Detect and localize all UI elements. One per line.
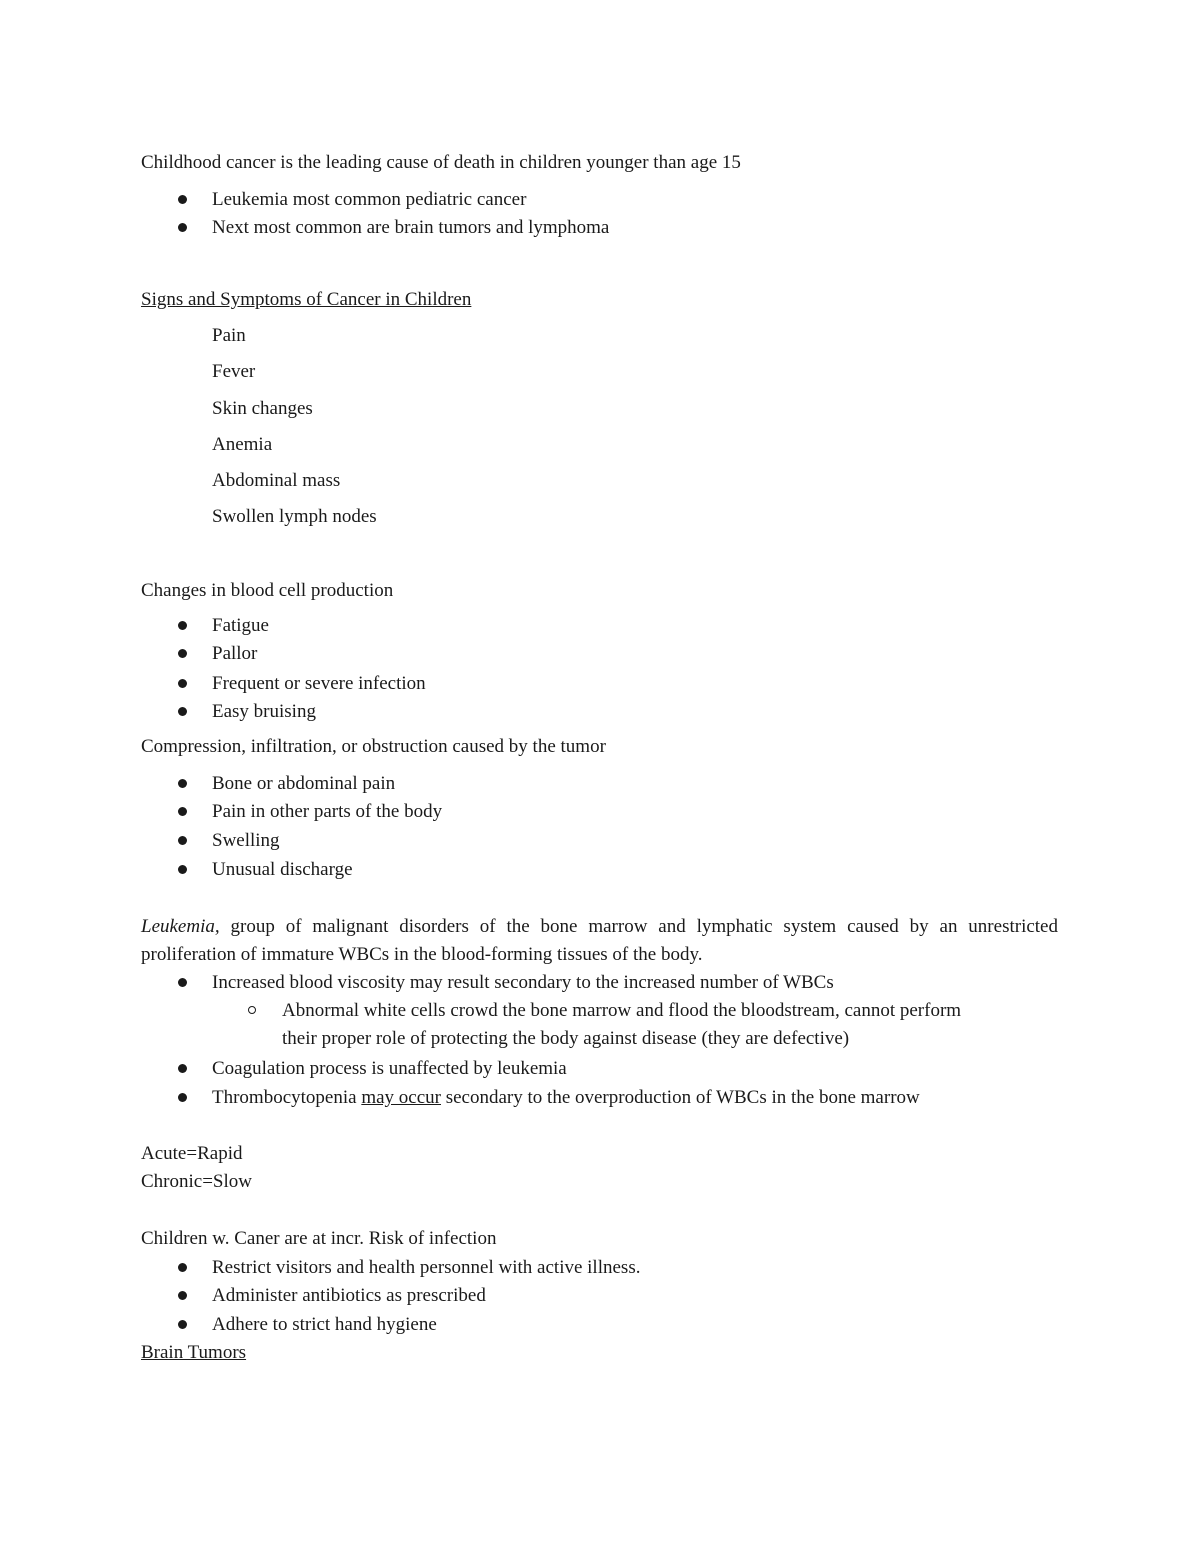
bullet-icon bbox=[178, 1263, 187, 1272]
infection-bullet: Adhere to strict hand hygiene bbox=[212, 1314, 437, 1335]
brain-tumors-heading: Brain Tumors bbox=[141, 1342, 247, 1363]
compression-heading: Compression, infiltration, or obstruction caused by the tumor bbox=[141, 736, 606, 757]
chronic-label: Chronic=Slow bbox=[141, 1171, 252, 1192]
leukemia-bullet-text: Thrombocytopenia bbox=[212, 1087, 362, 1108]
infection-heading: Children w. Caner are at incr. Risk of infection bbox=[141, 1228, 497, 1249]
leukemia-bullet-text: secondary to the overproduction of WBCs in the bone marrow bbox=[440, 1087, 920, 1108]
hollow-bullet-icon bbox=[248, 1006, 256, 1014]
signs-heading: Signs and Symptoms of Cancer in Children bbox=[141, 289, 472, 310]
compression-bullet: Swelling bbox=[212, 830, 280, 851]
bullet-icon bbox=[178, 1064, 187, 1073]
leukemia-bullet bbox=[212, 1086, 920, 1110]
blood-cells-heading: Changes in blood cell production bbox=[141, 580, 394, 601]
leukemia-bullet-emphasis: may occur bbox=[361, 1087, 441, 1108]
acute-label: Acute=Rapid bbox=[141, 1143, 243, 1164]
compression-bullet: Pain in other parts of the body bbox=[212, 801, 443, 822]
bullet-icon bbox=[178, 1291, 187, 1300]
leukemia-sub-bullet-continued: their proper role of protecting the body against disease (they are defective) bbox=[282, 1028, 850, 1049]
bullet-icon bbox=[178, 865, 187, 874]
bullet-icon bbox=[178, 195, 187, 204]
leukemia-definition-text: group of malignant disorders of the bone marrow and lymphatic system caused by an unrestricted proliferation of immature WBCs in the blood-forming tissues of the body. bbox=[141, 916, 1058, 965]
leukemia-sub-bullet: Abnormal white cells crowd the bone marrow and flood the bloodstream, cannot perform bbox=[282, 1000, 962, 1021]
intro-bullet: Next most common are brain tumors and lymphoma bbox=[212, 217, 610, 238]
bullet-icon bbox=[178, 1320, 187, 1329]
bullet-icon bbox=[178, 836, 187, 845]
compression-bullet: Unusual discharge bbox=[212, 859, 353, 880]
bullet-icon bbox=[178, 649, 187, 658]
signs-item: Abdominal mass bbox=[212, 470, 341, 491]
intro-heading: Childhood cancer is the leading cause of death in children younger than age 15 bbox=[141, 152, 741, 173]
blood-cells-bullet: Easy bruising bbox=[212, 701, 316, 722]
signs-item: Swollen lymph nodes bbox=[212, 506, 377, 527]
signs-item: Pain bbox=[212, 325, 246, 346]
blood-cells-bullet: Fatigue bbox=[212, 615, 269, 636]
signs-item: Anemia bbox=[212, 434, 273, 455]
blood-cells-bullet: Pallor bbox=[212, 643, 258, 664]
bullet-icon bbox=[178, 1093, 187, 1102]
signs-item: Skin changes bbox=[212, 398, 313, 419]
intro-bullet: Leukemia most common pediatric cancer bbox=[212, 189, 527, 210]
infection-bullet: Restrict visitors and health personnel with active illness. bbox=[212, 1257, 641, 1278]
infection-bullet: Administer antibiotics as prescribed bbox=[212, 1285, 486, 1306]
leukemia-term: Leukemia, bbox=[141, 916, 220, 937]
bullet-icon bbox=[178, 779, 187, 788]
bullet-icon bbox=[178, 707, 187, 716]
blood-cells-bullet: Frequent or severe infection bbox=[212, 673, 426, 694]
leukemia-bullet: Coagulation process is unaffected by leukemia bbox=[212, 1058, 567, 1079]
bullet-icon bbox=[178, 807, 187, 816]
bullet-icon bbox=[178, 679, 187, 688]
bullet-icon bbox=[178, 978, 187, 987]
bullet-icon bbox=[178, 223, 187, 232]
signs-item: Fever bbox=[212, 361, 256, 382]
leukemia-definition bbox=[141, 913, 1058, 969]
compression-bullet: Bone or abdominal pain bbox=[212, 773, 396, 794]
leukemia-bullet: Increased blood viscosity may result secondary to the increased number of WBCs bbox=[212, 972, 834, 993]
bullet-icon bbox=[178, 621, 187, 630]
